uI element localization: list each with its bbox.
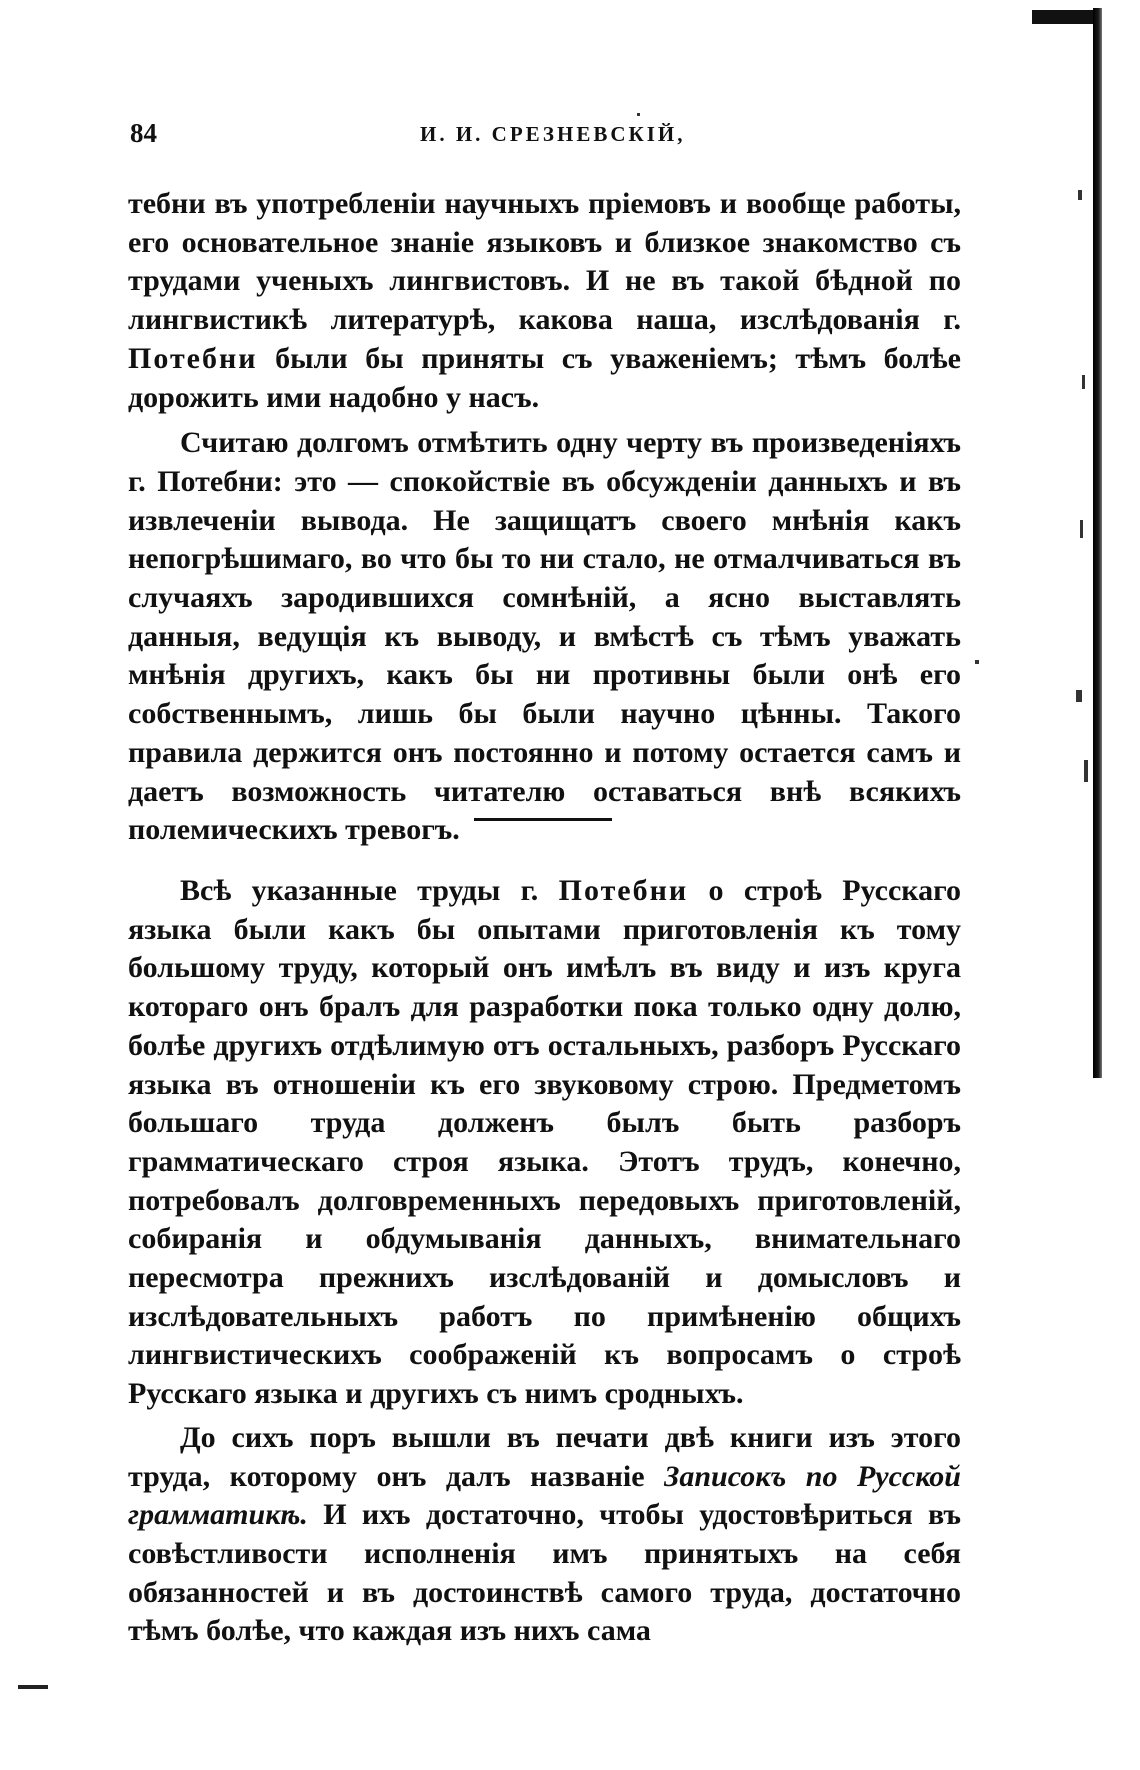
author-name: Потебни (558, 874, 689, 907)
paragraph-text: И ихъ достаточно, чтобы удостовѣриться въ совѣстливости исполненія имъ принятыхъ на себя обязанностей и въ достоинствѣ самого труда, достаточно тѣмъ болѣе, что каждая изъ нихъ сама (128, 1498, 961, 1648)
paragraph-text: о строѣ Русскаго языка были какъ бы опытами приготовленія къ тому большому труду, который онъ имѣлъ въ виду и изъ круга котораго онъ бралъ для разработки пока только одну долю, болѣе другихъ отдѣлимую отъ остальныхъ, разборъ Русскаго языка въ отношеніи къ его звуковому строю. Предметомъ большаго труда долженъ былъ быть разборъ грамматическаго строя языка. Этотъ трудъ, конечно, потребовалъ долговременныхъ передовыхъ приготовленій, собиранія и обдумыванія данныхъ, внимательнаго пересмотра прежнихъ изслѣдованій и домысловъ и изслѣдовательныхъ работъ по примѣненію общихъ лингвистическихъ соображеній къ вопросамъ о строѣ Русскаго языка и другихъ съ нимъ сродныхъ. (128, 874, 961, 1411)
paragraph (128, 185, 961, 417)
scan-speck (1082, 375, 1085, 389)
paragraph (128, 1419, 961, 1651)
running-head: И. И. СРЕЗНЕВСКІЙ, (420, 122, 686, 146)
scan-edge-shadow (1093, 8, 1102, 1078)
text-section-1 (128, 185, 961, 850)
book-title: Записокъ по Русской грамматикѣ. (128, 1459, 961, 1532)
scan-speck (1084, 760, 1088, 782)
text-section-2 (128, 872, 961, 1651)
section-divider (474, 818, 612, 821)
scan-edge-top (1032, 10, 1102, 24)
page-number: 84 (130, 118, 157, 148)
scan-speck (637, 113, 640, 116)
paragraph-text: До сихъ поръ вышли въ печати двѣ книги изъ этого труда, которому онъ далъ названіе (128, 1420, 961, 1493)
paragraph-text: были бы приняты съ уваженіемъ; тѣмъ болѣе дорожить ими надобно у насъ. (128, 341, 961, 414)
paragraph (128, 872, 961, 1414)
scan-speck (1078, 190, 1082, 200)
scan-speck (1080, 520, 1083, 538)
paragraph: Считаю долгомъ отмѣтить одну черту въ произведеніяхъ г. Потебни: это — спокойствіе въ обсужденіи данныхъ и въ извлеченіи вывода. Не защищатъ своего мнѣнія какъ непогрѣшимаго, во что бы то ни стало, не отмалчиваться въ случаяхъ зародившихся сомнѣній, а ясно выставлять данныя, ведущія къ выводу, и вмѣстѣ съ тѣмъ уважать мнѣнія другихъ, какъ бы ни противны были онѣ его собственнымъ, лишь бы были научно цѣнны. Такого правила держится онъ постоянно и потому остается самъ и даетъ возможность читателю оставаться внѣ всякихъ полемическихъ тревогъ. (128, 426, 961, 847)
paragraph-text: Всѣ указанные труды г. (180, 874, 559, 907)
scan-speck (1076, 690, 1082, 702)
scan-speck (975, 660, 979, 664)
paragraph-text: тебни въ употребленіи научныхъ пріемовъ и вообще работы, его основательное знаніе языковъ и близкое знакомство съ трудами ученыхъ лингвистовъ. И не въ такой бѣдной по лингвистикѣ литературѣ, какова наша, изслѣдованія г. (128, 187, 961, 337)
page-header (130, 118, 960, 158)
author-name: Потебни (128, 341, 258, 375)
scan-corner-mark (18, 1685, 48, 1689)
